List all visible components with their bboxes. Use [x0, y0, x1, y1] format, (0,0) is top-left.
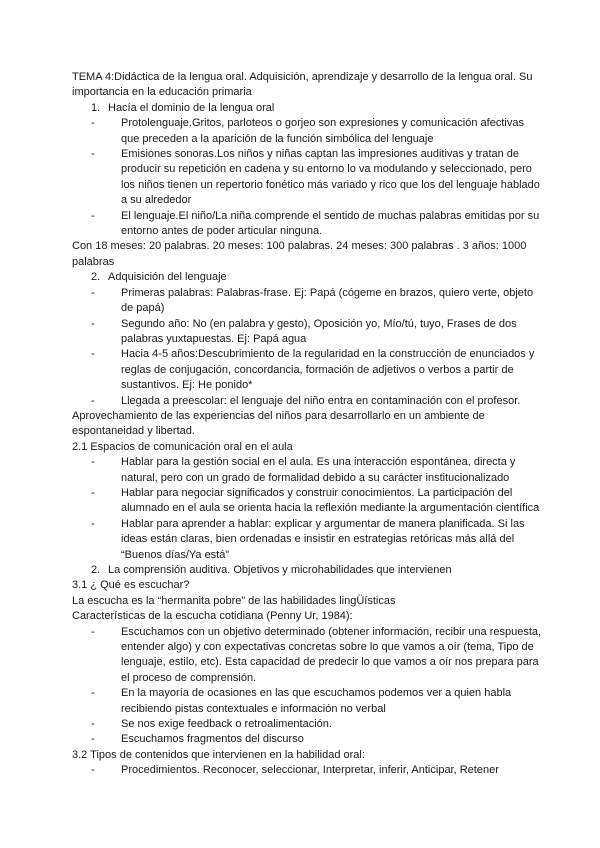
- paragraph: La escucha es la “hermanita pobre” de las habilidades lingÜísticas: [72, 594, 396, 607]
- bullet-dash: -: [91, 394, 95, 407]
- item-text: Procedimientos. Reconocer, seleccionar, Interpretar, inferir, Anticipar, Retener: [121, 764, 499, 777]
- item-text: Escuchamos fragmentos del discurso: [121, 733, 304, 746]
- bullet-item: [72, 455, 542, 486]
- item-text: La comprensión auditiva. Objetivos y microhabilidades que intervienen: [108, 564, 452, 576]
- bullet-dash: -: [91, 456, 95, 469]
- paragraph: 2.1 Espacios de comunicación oral en el aula: [72, 440, 293, 453]
- numbered-item: [72, 270, 542, 285]
- paragraph: 3.1 ¿ Qué es escuchar?: [72, 579, 190, 592]
- item-text: Segundo año: No (en palabra y gesto), Oposición yo, Mío/tú, tuyo, Frases de dos palabras yuxtapuestas. Ej: Papá agua: [121, 317, 517, 345]
- bullet-dash: -: [91, 625, 95, 638]
- bullet-item: [72, 116, 542, 147]
- bullet-item: [72, 686, 542, 717]
- document-body: [72, 70, 542, 779]
- bullet-dash: -: [91, 687, 95, 700]
- bullet-item: [72, 717, 542, 732]
- bullet-item: [72, 286, 542, 317]
- bullet-dash: -: [91, 286, 95, 299]
- item-text: Protolenguaje.Gritos, parloteos o gorjeo son expresiones y comunicación afectivas que preceden a la aparición de la función simbólica del lenguaje: [121, 117, 524, 145]
- paragraph: Con 18 meses: 20 palabras. 20 meses: 100 palabras. 24 meses: 300 palabras . 3 años: 1000 palabras: [72, 240, 527, 268]
- bullet-item: [72, 625, 542, 687]
- bullet-dash: -: [91, 517, 95, 530]
- bullet-item: [72, 732, 542, 747]
- item-text: Adquisición del lenguaje: [108, 271, 227, 284]
- bullet-item: [72, 517, 542, 563]
- bullet-item: [72, 763, 542, 778]
- bullet-dash: -: [91, 718, 95, 731]
- bullet-item: [72, 486, 542, 517]
- bullet-item: [72, 317, 542, 348]
- item-text: Hacía el dominio de la lengua oral: [108, 101, 275, 114]
- item-text: Emisiones sonoras.Los niños y niñas captan las impresiones auditivas y tratan de producir su repetición en cadena y su entorno lo va modulando y seleccionado, pero los niños tienen un repertorio fonético más variado y rico que los del lenguaje hablado a su alrededor: [121, 148, 540, 207]
- bullet-item: [72, 147, 542, 209]
- bullet-dash: -: [91, 348, 95, 361]
- item-text: Primeras palabras: Palabras-frase. Ej: Papá (cógeme en brazos, quiero verte, objeto de papá): [121, 286, 534, 315]
- item-text: Llegada a preescolar: el lenguaje del niño entra en contaminación con el profesor.: [121, 394, 521, 407]
- bullet-item: [72, 347, 542, 393]
- item-text: Hacia 4-5 años:Descubrimiento de la regularidad en la construcción de enunciados y reglas de conjugación, concordancia, formación de adjetivos o verbos a partir de sustantivos. Ej: He ponido*: [121, 348, 535, 392]
- item-text: Se nos exige feedback o retroalimentación.: [121, 718, 332, 731]
- bullet-dash: -: [91, 209, 95, 222]
- bullet-item: [72, 394, 542, 409]
- item-text: El lenguaje.El niño/La niña comprende el sentido de muchas palabras emitidas por su entorno antes de poder articular ninguna.: [121, 209, 540, 238]
- item-text: En la mayoría de ocasiones en las que escuchamos podemos ver a quien habla recibiendo pistas contextuales e información no verbal: [121, 687, 512, 715]
- bullet-dash: -: [91, 733, 95, 746]
- item-text: Hablar para la gestión social en el aula. Es una interacción espontánea, directa y natural, pero con un grado de formalidad debido a su carácter institucionalizado: [121, 456, 516, 484]
- item-text: Escuchamos con un objetivo determinado (obtener información, recibir una respuesta, entender algo) y con expectativas concretas sobre lo que vamos a oír (tema, Tipo de lenguaje, estilo, etc). Esta capacidad de predecir lo que vamos a oír nos prepara para el proceso de comprensión.: [121, 625, 542, 684]
- numbered-item: [72, 563, 542, 578]
- bullet-dash: -: [91, 117, 95, 130]
- list-number: 2.: [91, 271, 101, 284]
- list-number: 2.: [91, 564, 101, 576]
- item-text: Hablar para negociar significados y construir conocimientos. La participación del alumnado en el aula se orienta hacia la reflexión mediante la argumentación científica: [121, 486, 540, 515]
- item-text: Hablar para aprender a hablar: explicar y argumentar de manera planificada. Si las ideas están claras, bien ordenadas e insistir en estrategias retóricas más allá del “Buenos días/Ya está”: [121, 517, 525, 561]
- bullet-dash: -: [91, 148, 95, 161]
- list-number: 1.: [91, 101, 101, 114]
- bullet-dash: -: [91, 486, 95, 499]
- paragraph: Aprovechamiento de las experiencias del niños para desarrollarlo en un ambiente de espontaneidad y libertad.: [72, 409, 485, 438]
- numbered-item: [72, 101, 542, 116]
- paragraph: TEMA 4:Didáctica de la lengua oral. Adquisición, aprendizaje y desarrollo de la lengua oral. Su importancia en la educación primaria: [72, 71, 533, 99]
- paragraph: 3.2 Tipos de contenidos que intervienen en la habilidad oral:: [72, 748, 365, 761]
- bullet-dash: -: [91, 317, 95, 330]
- bullet-item: [72, 209, 542, 240]
- bullet-dash: -: [91, 764, 95, 777]
- paragraph: Características de la escucha cotidiana (Penny Ur, 1984):: [72, 610, 353, 623]
